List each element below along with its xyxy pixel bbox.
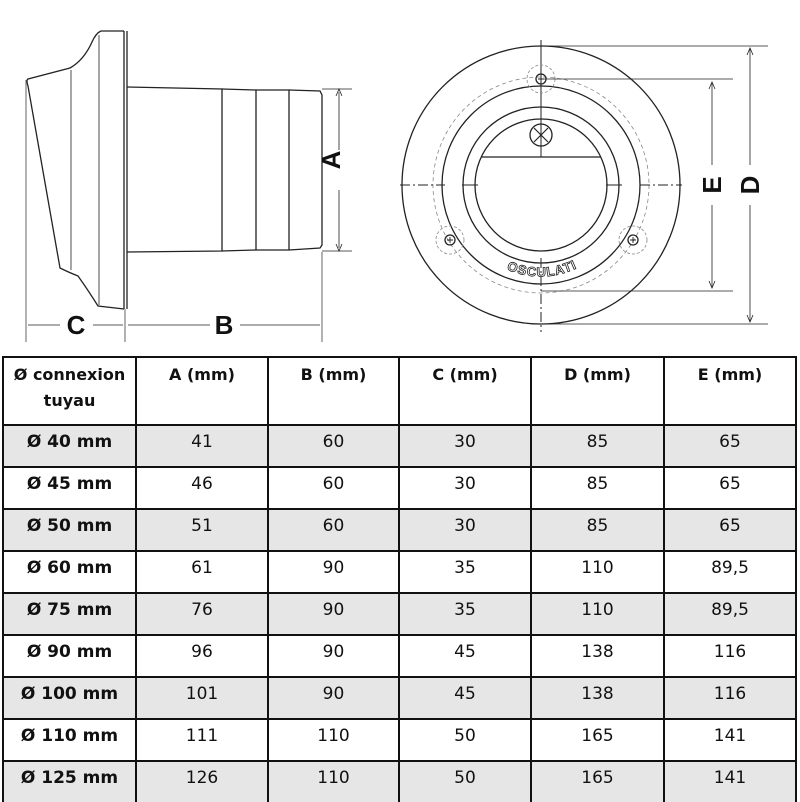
table-row (3, 719, 796, 761)
cell-pipe-diameter: Ø 110 mm (3, 719, 136, 761)
header-pipe-connection (3, 357, 136, 425)
header-c: C (mm) (399, 357, 531, 425)
cell-d: 110 (531, 593, 664, 635)
cell-b: 90 (268, 635, 399, 677)
cell-a: 111 (136, 719, 268, 761)
cell-b: 60 (268, 467, 399, 509)
cell-e: 65 (664, 425, 796, 467)
cell-a: 126 (136, 761, 268, 802)
dimension-label-c: C (66, 310, 86, 340)
table-row (3, 509, 796, 551)
cell-e: 116 (664, 677, 796, 719)
cell-e: 141 (664, 761, 796, 802)
cell-b: 90 (268, 551, 399, 593)
cell-pipe-diameter: Ø 45 mm (3, 467, 136, 509)
cell-a: 46 (136, 467, 268, 509)
cell-a: 61 (136, 551, 268, 593)
header-a: A (mm) (136, 357, 268, 425)
cell-c: 30 (399, 425, 531, 467)
cell-e: 89,5 (664, 593, 796, 635)
cell-c: 30 (399, 467, 531, 509)
cell-c: 50 (399, 719, 531, 761)
table-row (3, 425, 796, 467)
cell-b: 90 (268, 677, 399, 719)
table-row (3, 761, 796, 802)
cell-d: 138 (531, 677, 664, 719)
cell-c: 35 (399, 593, 531, 635)
header-line-2: tuyau (43, 391, 96, 410)
table-row (3, 635, 796, 677)
cell-d: 85 (531, 509, 664, 551)
cell-pipe-diameter: Ø 50 mm (3, 509, 136, 551)
cell-d: 85 (531, 425, 664, 467)
cell-a: 51 (136, 509, 268, 551)
cell-e: 116 (664, 635, 796, 677)
side-view-drawing (26, 31, 352, 342)
cell-b: 90 (268, 593, 399, 635)
cell-b: 110 (268, 761, 399, 802)
cell-d: 165 (531, 761, 664, 802)
header-b: B (mm) (268, 357, 399, 425)
dimension-label-a: A (316, 150, 346, 170)
cell-b: 110 (268, 719, 399, 761)
cell-pipe-diameter: Ø 60 mm (3, 551, 136, 593)
cell-d: 138 (531, 635, 664, 677)
cell-c: 45 (399, 677, 531, 719)
dimensions-table (2, 356, 797, 802)
cell-c: 35 (399, 551, 531, 593)
dimension-label-e: E (697, 176, 727, 194)
cell-pipe-diameter: Ø 40 mm (3, 425, 136, 467)
cell-a: 96 (136, 635, 268, 677)
cell-b: 60 (268, 509, 399, 551)
header-d: D (mm) (531, 357, 664, 425)
dimension-label-b: B (214, 310, 234, 340)
cell-a: 101 (136, 677, 268, 719)
cell-d: 110 (531, 551, 664, 593)
brand-logo-text: OSCULATI (505, 256, 579, 280)
cell-e: 65 (664, 509, 796, 551)
cell-c: 30 (399, 509, 531, 551)
table-row (3, 551, 796, 593)
cell-a: 41 (136, 425, 268, 467)
header-e: E (mm) (664, 357, 796, 425)
cell-e: 141 (664, 719, 796, 761)
cell-c: 45 (399, 635, 531, 677)
table-row (3, 593, 796, 635)
cell-b: 60 (268, 425, 399, 467)
cell-a: 76 (136, 593, 268, 635)
cell-pipe-diameter: Ø 90 mm (3, 635, 136, 677)
table-row (3, 467, 796, 509)
header-line-1: Ø connexion (13, 365, 126, 384)
table-row (3, 677, 796, 719)
cell-d: 85 (531, 467, 664, 509)
cell-pipe-diameter: Ø 100 mm (3, 677, 136, 719)
cell-pipe-diameter: Ø 125 mm (3, 761, 136, 802)
dimension-label-d: D (735, 175, 765, 195)
cell-c: 50 (399, 761, 531, 802)
cell-e: 65 (664, 467, 796, 509)
cell-d: 165 (531, 719, 664, 761)
technical-drawing (0, 0, 800, 345)
cell-pipe-diameter: Ø 75 mm (3, 593, 136, 635)
table-header-row (3, 357, 796, 425)
cell-e: 89,5 (664, 551, 796, 593)
